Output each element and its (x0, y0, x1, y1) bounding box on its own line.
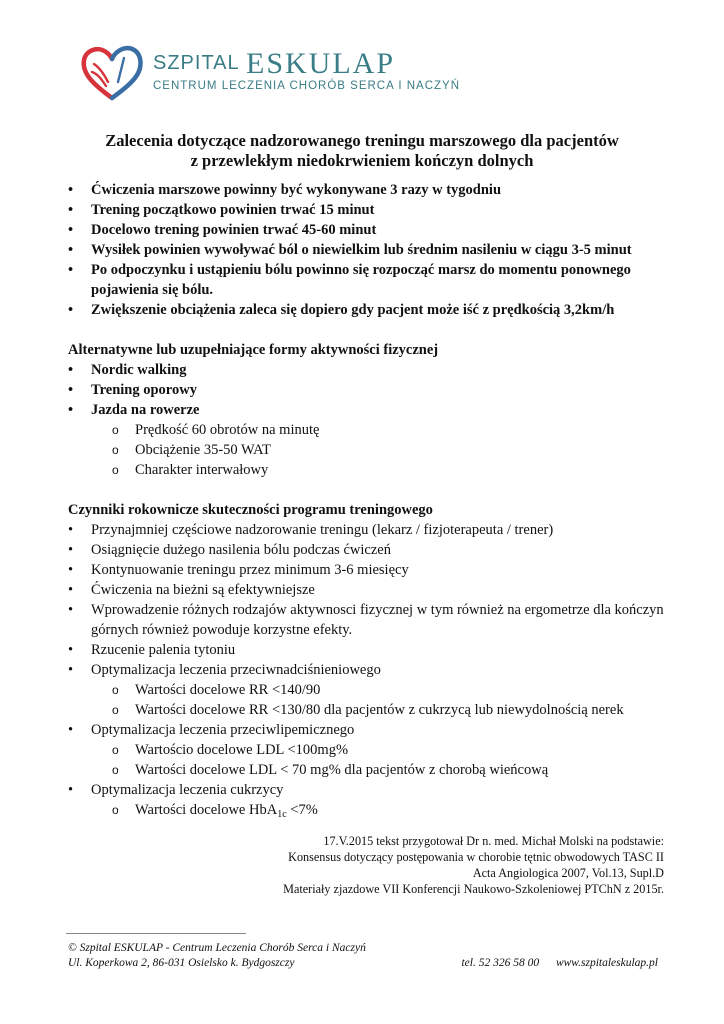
footer-contact (447, 956, 658, 971)
list-item: • Kontynuowanie treningu przez minimum 3-6 miesięcy (68, 562, 409, 578)
bullet-icon: • (68, 402, 74, 418)
list-item: • Po odpoczynku i ustąpieniu bólu powinno się rozpocząć marsz do momentu ponownego pojawienia się bólu. (68, 262, 631, 298)
bike-sublist (68, 420, 668, 480)
circle-bullet-icon: o (112, 763, 119, 777)
footer-phone: tel. 52 326 58 00 (461, 957, 540, 969)
source-line: 17.V.2015 tekst przygotował Dr n. med. Michał Molski na podstawie: (323, 834, 664, 848)
circle-bullet-icon: o (112, 803, 119, 817)
circle-bullet-icon: o (112, 703, 119, 717)
source-line: Acta Angiologica 2007, Vol.13, Supl.D (472, 866, 664, 880)
alternative-activity-list (68, 360, 668, 420)
bullet-icon: • (68, 562, 74, 578)
list-item: • Optymalizacja leczenia przeciwnadciśnieniowego (68, 662, 381, 678)
bullet-icon: • (68, 602, 74, 618)
heart-logo-icon (80, 44, 144, 102)
bullet-icon: • (68, 522, 74, 538)
list-item: • Zwiększenie obciążenia zaleca się dopiero gdy pacjent może iść z prędkością 3,2km/h (68, 302, 615, 318)
list-item: • Trening początkowo powinien trwać 15 minut (68, 202, 375, 218)
sub-list-item: o Wartości docelowe RR <130/80 dla pacjentów z cukrzycą lub niewydolnością nerek (112, 702, 624, 718)
title-line-2: z przewlekłym niedokrwieniem kończyn dolnych (190, 151, 534, 170)
list-item: • Przynajmniej częściowe nadzorowanie treningu (lekarz / fizjoterapeuta / trener) (68, 522, 554, 538)
list-item: • Docelowo trening powinien trwać 45-60 minut (68, 222, 377, 238)
list-item: • Rzucenie palenia tytoniu (68, 642, 236, 658)
list-item: • Wysiłek powinien wywoływać ból o niewielkim lub średnim nasileniu w ciągu 3-5 minut (68, 242, 632, 258)
list-item: • Trening oporowy (68, 382, 197, 398)
bullet-icon: • (68, 222, 74, 238)
sub-list-item: o Wartościo docelowe LDL <100mg% (112, 742, 349, 758)
sub-list-item: o Wartości docelowe RR <140/90 (112, 682, 321, 698)
source-line: Konsensus dotyczący postępowania w chorobie tętnic obwodowych TASC II (288, 850, 664, 864)
bullet-icon: • (68, 182, 74, 198)
bullet-icon: • (68, 262, 74, 278)
bullet-icon: • (68, 302, 74, 318)
logo-szpital-text: SZPITAL (153, 52, 240, 74)
bullet-icon: • (68, 542, 74, 558)
hba-sublist (68, 800, 668, 820)
list-item: • Wprowadzenie różnych rodzajów aktywnosci fizycznej w tym również na ergometrze dla kończyn górnych również powoduje korzystne efekty. (68, 602, 664, 638)
title-line-1: Zalecenia dotyczące nadzorowanego treningu marszowego dla pacjentów (105, 131, 619, 150)
source-line: Materiały zjazdowe VII Konferencji Naukowo-Szkoleniowej PTChN z 2015r. (283, 882, 664, 896)
circle-bullet-icon: o (112, 743, 119, 757)
page-footer (68, 941, 658, 971)
list-item: • Optymalizacja leczenia przeciwlipemicznego (68, 722, 355, 738)
list-item: • Ćwiczenia na bieżni są efektywniejsze (68, 582, 315, 598)
list-item: • Osiągnięcie dużego nasilenia bólu podczas ćwiczeń (68, 542, 391, 558)
footer-website: www.szpitaleskulap.pl (555, 957, 658, 969)
footer-copyright: © Szpital ESKULAP - Centrum Leczenia Chorób Serca i Naczyń (68, 942, 366, 954)
bullet-icon: • (68, 582, 74, 598)
circle-bullet-icon: o (112, 463, 119, 477)
circle-bullet-icon: o (112, 443, 119, 457)
list-item: • Ćwiczenia marszowe powinny być wykonywane 3 razy w tygodniu (68, 182, 502, 198)
rr-sublist (68, 680, 668, 720)
sub-list-item: o Prędkość 60 obrotów na minutę (112, 422, 320, 438)
footer-address: Ul. Koperkowa 2, 86-031 Osielsko k. Bydgoszczy (68, 957, 295, 969)
sub-list-item: o Wartości docelowe LDL < 70 mg% dla pacjentów z chorobą wieńcową (112, 762, 549, 778)
bullet-icon: • (68, 382, 74, 398)
document-body (68, 180, 668, 820)
prognostic-factors-heading: Czynniki rokownicze skuteczności programu treningowego (68, 502, 433, 518)
logo-eskulap-text: ESKULAP (246, 47, 396, 80)
sub-list-item: o Charakter interwałowy (112, 462, 269, 478)
bullet-icon: • (68, 242, 74, 258)
footer-divider (66, 933, 246, 934)
circle-bullet-icon: o (112, 683, 119, 697)
alternative-activity-heading: Alternatywne lub uzupełniające formy aktywności fizycznej (68, 342, 439, 358)
ldl-sublist (68, 740, 668, 780)
bullet-icon: • (68, 722, 74, 738)
prognostic-factors-list-cont (68, 720, 668, 740)
prognostic-factors-list-end (68, 780, 668, 800)
bullet-icon: • (68, 642, 74, 658)
sub-list-item: o Obciążenie 35-50 WAT (112, 442, 271, 458)
document-title (0, 131, 724, 171)
bullet-icon: • (68, 662, 74, 678)
sub-list-item: o Wartości docelowe HbA$_{1c}$ <7% (112, 802, 318, 820)
bullet-icon: • (68, 362, 74, 378)
circle-bullet-icon: o (112, 423, 119, 437)
bullet-icon: • (68, 202, 74, 218)
hospital-logo (80, 44, 461, 104)
walking-recommendations-list (68, 180, 668, 320)
sources-block (283, 833, 664, 897)
prognostic-factors-list (68, 520, 668, 680)
list-item: • Optymalizacja leczenia cukrzycy (68, 782, 284, 798)
logo-subtitle: CENTRUM LECZENIA CHORÓB SERCA I NACZYŃ (153, 80, 461, 92)
bullet-icon: • (68, 782, 74, 798)
list-item: • Jazda na rowerze (68, 402, 200, 418)
list-item: • Nordic walking (68, 362, 187, 378)
